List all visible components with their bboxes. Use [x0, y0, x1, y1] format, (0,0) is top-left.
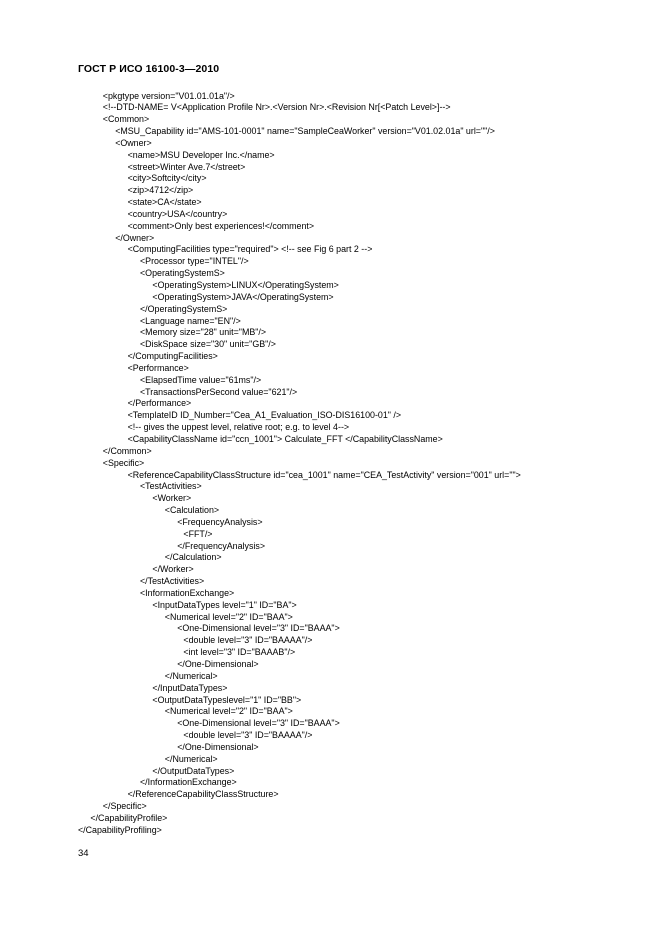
code-line: <Calculation>: [164, 505, 220, 516]
code-line: <zip>4712</zip>: [127, 185, 194, 196]
code-line: </CapabilityProfile>: [90, 812, 168, 823]
code-line: <state>CA</state>: [127, 197, 202, 208]
code-line: <Performance>: [127, 362, 189, 373]
code-line: <pkgtype version="V01.01.01a"/>: [102, 90, 235, 101]
code-line: <OperatingSystemS>: [140, 268, 225, 279]
code-line: <Specific>: [102, 457, 145, 468]
code-line: <InputDataTypes level="1" ID="BA">: [152, 599, 297, 610]
code-line: <double level="3" ID="BAAAA"/>: [183, 635, 313, 646]
code-line: <DiskSpace size="30" unit="GB"/>: [140, 339, 276, 350]
code-line: <One-Dimensional level="3" ID="BAAA">: [177, 623, 340, 634]
code-line: <comment>Only best experiences!</comment>: [127, 220, 315, 231]
code-line: <Numerical level="2" ID="BAA">: [164, 706, 293, 717]
code-line: <InformationExchange>: [140, 587, 235, 598]
code-line: <CapabilityClassName id="ccn_1001"> Calculate_FFT </CapabilityClassName>: [127, 433, 443, 444]
code-line: </Numerical>: [164, 670, 218, 681]
code-line: </One-Dimensional>: [177, 741, 259, 752]
code-line: <double level="3" ID="BAAAA"/>: [183, 730, 313, 741]
code-line: <MSU_Capability id="AMS-101-0001" name="SampleCeaWorker" version="V01.02.01a" url=""/>: [115, 126, 495, 137]
code-line: <country>USA</country>: [127, 208, 228, 219]
code-line: </OperatingSystemS>: [140, 303, 228, 314]
code-line: </OutputDataTypes>: [152, 765, 235, 776]
code-line: <FrequencyAnalysis>: [177, 516, 263, 527]
code-line: <Owner>: [115, 137, 152, 148]
code-line: <Processor type="INTEL"/>: [140, 256, 249, 267]
code-line: <TransactionsPerSecond value="621"/>: [140, 386, 298, 397]
code-line: </Specific>: [102, 801, 147, 812]
code-line: </FrequencyAnalysis>: [177, 540, 265, 551]
code-line: </ReferenceCapabilityClassStructure>: [127, 789, 279, 800]
code-line: </Calculation>: [164, 552, 222, 563]
code-line: <TestActivities>: [140, 481, 202, 492]
code-line: <name>MSU Developer Inc.</name>: [127, 149, 275, 160]
code-line: <Memory size="28" unit="MB"/>: [140, 327, 267, 338]
code-line: <!--DTD-NAME= V<Application Profile Nr>.<Version Nr>.<Revision Nr[<Patch Level>]-->: [102, 102, 451, 113]
code-line: </Owner>: [115, 232, 155, 243]
xml-code-listing: [0, 91, 661, 837]
code-line: </Performance>: [127, 398, 192, 409]
page-header-title: ГОСТ Р ИСО 16100-3—2010: [78, 63, 220, 75]
code-line: </CapabilityProfiling>: [78, 824, 162, 835]
code-line: <OperatingSystem>JAVA</OperatingSystem>: [152, 291, 334, 302]
code-line: </InputDataTypes>: [152, 682, 228, 693]
code-line: </InformationExchange>: [140, 777, 237, 788]
code-line: <OutputDataTypeslevel="1" ID="BB">: [152, 694, 302, 705]
code-line: </TestActivities>: [140, 576, 205, 587]
code-line: <!-- gives the uppest level, relative root; e.g. to level 4-->: [127, 422, 350, 433]
code-line: <city>Softcity</city>: [127, 173, 207, 184]
code-line: <Common>: [102, 114, 150, 125]
code-line: <TemplateID ID_Number="Cea_A1_Evaluation_ISO-DIS16100-01" />: [127, 410, 402, 421]
page-number: 34: [78, 848, 89, 859]
code-line: <Numerical level="2" ID="BAA">: [164, 611, 293, 622]
code-line: <ComputingFacilities type="required"> <!-- see Fig 6 part 2 -->: [127, 244, 373, 255]
code-line: <FFT/>: [183, 528, 213, 539]
code-line: </Common>: [102, 445, 152, 456]
code-line: <Worker>: [152, 493, 192, 504]
code-line: </Worker>: [152, 564, 194, 575]
code-line: </ComputingFacilities>: [127, 351, 218, 362]
code-line: <Language name="EN"/>: [140, 315, 241, 326]
code-line: </One-Dimensional>: [177, 659, 259, 669]
code-line: <ElapsedTime value="61ms"/>: [140, 374, 262, 385]
code-line: <One-Dimensional level="3" ID="BAAA">: [177, 718, 340, 729]
code-line: <street>Winter Ave.7</street>: [127, 161, 246, 172]
code-line: <int level="3" ID="BAAAB"/>: [183, 647, 296, 658]
code-line: <ReferenceCapabilityClassStructure id="cea_1001" name="CEA_TestActivity" version="001" url="">: [127, 469, 521, 480]
code-line: <OperatingSystem>LINUX</OperatingSystem>: [152, 280, 339, 290]
code-line: </Numerical>: [164, 753, 218, 764]
